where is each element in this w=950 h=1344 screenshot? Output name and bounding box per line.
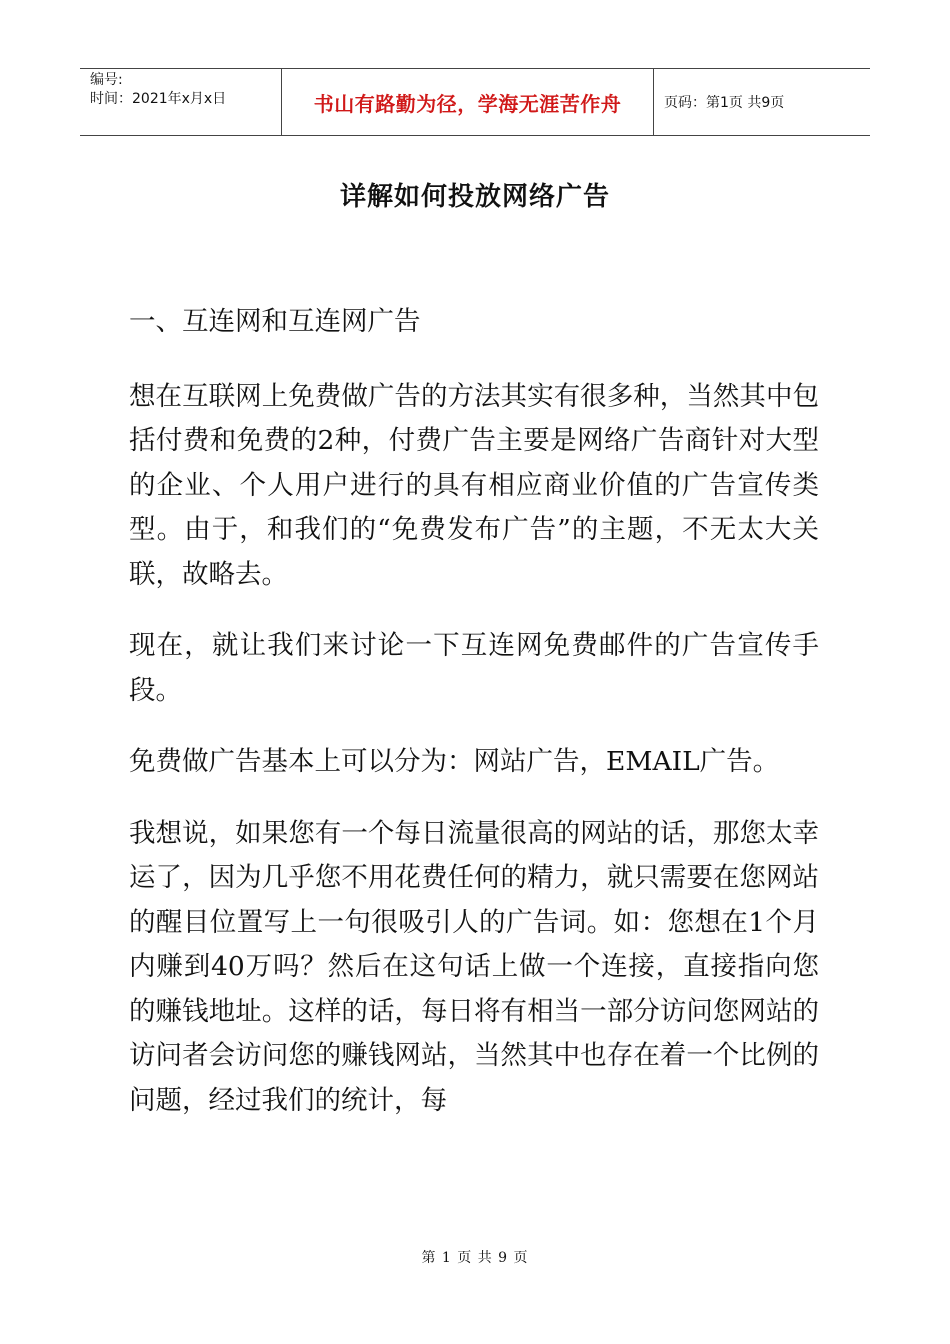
header-motto: 书山有路勤为径，学海无涯苦作舟 xyxy=(313,91,622,116)
body-paragraph: 我想说，如果您有一个每日流量很高的网站的话，那您太幸运了，因为几乎您不用花费任何的精力，就只需要在您网站的醒目位置写上一句很吸引人的广告词。如：您想在1个月内赚到40万吗？然后在这句话上做一个连接，直接指向您的赚钱地址。这样的话，每日将有相当一部分访问您网站的访问者会访问您的赚钱网站，当然其中也存在着一个比例的问题，经过我们的统计，每 xyxy=(129,817,819,1116)
header-page-cell xyxy=(654,69,870,135)
page-header xyxy=(80,68,870,136)
page-footer: 第 1 页 共 9 页 xyxy=(421,1250,529,1266)
header-motto-cell xyxy=(282,69,654,135)
document-time-label: 时间：2021年x月x日 xyxy=(90,91,227,107)
document-body xyxy=(129,300,819,1150)
body-paragraph: 免费做广告基本上可以分为：网站广告，EMAIL广告。 xyxy=(129,746,780,777)
header-page-info: 页码：第1页 共9页 xyxy=(664,95,785,111)
header-meta-cell xyxy=(80,69,282,135)
body-paragraph: 现在，就让我们来讨论一下互连网免费邮件的广告宣传手段。 xyxy=(129,630,819,706)
section-heading: 一、互连网和互连网广告 xyxy=(129,306,421,337)
document-number-label: 编号: xyxy=(90,72,123,88)
body-paragraph: 想在互联网上免费做广告的方法其实有很多种，当然其中包括付费和免费的2种，付费广告主要是网络广告商针对大型的企业、个人用户进行的具有相应商业价值的广告宣传类型。由于，和我们的“免费发布广告”的主题，不无太大关联，故略去。 xyxy=(129,380,819,590)
document-title: 详解如何投放网络广告 xyxy=(339,182,610,212)
